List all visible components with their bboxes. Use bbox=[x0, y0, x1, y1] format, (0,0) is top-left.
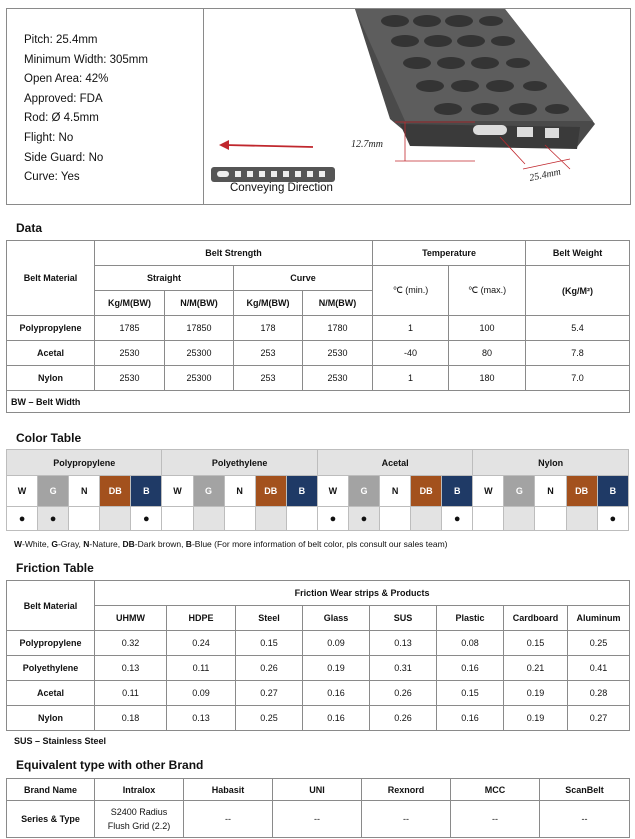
spec-item: Flight: No bbox=[24, 131, 74, 144]
table-row bbox=[7, 316, 630, 341]
color-availability bbox=[100, 507, 131, 531]
cell: 0.19 bbox=[504, 681, 568, 706]
spec-item: Approved: FDA bbox=[24, 92, 103, 105]
color-swatch-db: DB bbox=[411, 476, 442, 507]
row-material: Polypropylene bbox=[7, 316, 95, 341]
equivalent-table bbox=[6, 778, 630, 838]
color-availability bbox=[224, 507, 255, 531]
cell: 2530 bbox=[303, 341, 373, 366]
cell: 2530 bbox=[303, 366, 373, 391]
data-header-straight: Straight bbox=[95, 266, 234, 291]
color-swatch-w: W bbox=[473, 476, 504, 507]
cell: 0.26 bbox=[370, 681, 437, 706]
data-header-curve-nm: N/M(BW) bbox=[303, 291, 373, 316]
data-header-curve: Curve bbox=[234, 266, 373, 291]
cell: 180 bbox=[449, 366, 526, 391]
color-table bbox=[6, 449, 629, 531]
spec-item: Side Guard: No bbox=[24, 151, 104, 164]
cell: 0.15 bbox=[504, 631, 568, 656]
color-swatch-b: B bbox=[597, 476, 628, 507]
cell: 0.11 bbox=[167, 656, 236, 681]
data-title: Data bbox=[16, 221, 43, 235]
row-material: Polyethylene bbox=[7, 656, 95, 681]
spec-item: Minimum Width: 305mm bbox=[24, 53, 148, 66]
equivalent-value: -- bbox=[451, 801, 540, 838]
color-swatch-b: B bbox=[442, 476, 473, 507]
color-availability bbox=[411, 507, 442, 531]
legend-code: B bbox=[185, 539, 192, 549]
friction-col-header: Plastic bbox=[437, 606, 504, 631]
cell: 0.16 bbox=[303, 706, 370, 731]
cell: 2530 bbox=[95, 341, 165, 366]
legend-text: -Gray, bbox=[57, 539, 84, 549]
data-header-temperature: Temperature bbox=[373, 241, 526, 266]
cell: 253 bbox=[234, 366, 303, 391]
color-table-title: Color Table bbox=[16, 431, 82, 445]
color-availability bbox=[255, 507, 286, 531]
cell: 0.25 bbox=[236, 706, 303, 731]
cell: 0.15 bbox=[236, 631, 303, 656]
cell: 0.26 bbox=[370, 706, 437, 731]
cell: 1785 bbox=[95, 316, 165, 341]
equivalent-header: Habasit bbox=[184, 779, 273, 801]
legend-code: W bbox=[14, 539, 23, 549]
cell: 0.41 bbox=[568, 656, 630, 681]
height-dimension-label: 12.7mm bbox=[351, 139, 383, 150]
equivalent-value: -- bbox=[540, 801, 630, 838]
color-swatch-n: N bbox=[69, 476, 100, 507]
cell: 0.15 bbox=[437, 681, 504, 706]
row-material: Acetal bbox=[7, 681, 95, 706]
friction-table-title: Friction Table bbox=[16, 561, 94, 575]
friction-table bbox=[6, 580, 630, 731]
color-availability bbox=[162, 507, 193, 531]
equivalent-header: Brand Name bbox=[7, 779, 95, 801]
color-availability: ● bbox=[317, 507, 348, 531]
cell: 7.8 bbox=[526, 341, 630, 366]
legend-code: DB bbox=[122, 539, 135, 549]
color-swatch-n: N bbox=[380, 476, 411, 507]
spec-list bbox=[24, 31, 148, 188]
data-header-curve-kgm: Kg/M(BW) bbox=[234, 291, 303, 316]
table-row bbox=[7, 681, 630, 706]
cell: 0.19 bbox=[504, 706, 568, 731]
legend-code: N bbox=[83, 539, 90, 549]
data-header-weight-unit: (Kg/M²) bbox=[526, 266, 630, 316]
cell: 1 bbox=[373, 366, 449, 391]
equivalent-header: UNI bbox=[273, 779, 362, 801]
cell: 0.28 bbox=[568, 681, 630, 706]
friction-header-group: Friction Wear strips & Products bbox=[95, 581, 630, 606]
equivalent-header: Intralox bbox=[95, 779, 184, 801]
legend-text: -Nature, bbox=[89, 539, 123, 549]
color-swatch-b: B bbox=[286, 476, 317, 507]
equivalent-header: ScanBelt bbox=[540, 779, 630, 801]
equivalent-value: S2400 Radius Flush Grid (2.2) bbox=[95, 801, 184, 838]
cell: 17850 bbox=[165, 316, 234, 341]
legend-code: G bbox=[51, 539, 58, 549]
cell: 0.11 bbox=[95, 681, 167, 706]
color-legend bbox=[14, 539, 448, 549]
cell: 178 bbox=[234, 316, 303, 341]
equivalent-header: Rexnord bbox=[362, 779, 451, 801]
color-availability bbox=[193, 507, 224, 531]
color-group-header: Polyethylene bbox=[162, 450, 317, 476]
spec-item: Rod: Ø 4.5mm bbox=[24, 112, 99, 125]
cell: 0.16 bbox=[437, 706, 504, 731]
color-availability bbox=[504, 507, 535, 531]
color-availability bbox=[566, 507, 597, 531]
cell: 25300 bbox=[165, 366, 234, 391]
cell: 100 bbox=[449, 316, 526, 341]
friction-col-header: Cardboard bbox=[504, 606, 568, 631]
data-header-belt-strength: Belt Strength bbox=[95, 241, 373, 266]
cell: 0.19 bbox=[303, 656, 370, 681]
color-swatch-db: DB bbox=[100, 476, 131, 507]
color-swatch-b: B bbox=[131, 476, 162, 507]
color-availability: ● bbox=[7, 507, 38, 531]
color-swatch-g: G bbox=[38, 476, 69, 507]
cell: 0.27 bbox=[568, 706, 630, 731]
color-availability: ● bbox=[131, 507, 162, 531]
data-table bbox=[6, 240, 630, 413]
row-material: Acetal bbox=[7, 341, 95, 366]
cell: 2530 bbox=[95, 366, 165, 391]
cell: 0.13 bbox=[370, 631, 437, 656]
friction-col-header: Aluminum bbox=[568, 606, 630, 631]
color-swatch-g: G bbox=[504, 476, 535, 507]
color-swatch-n: N bbox=[535, 476, 566, 507]
data-header-straight-nm: N/M(BW) bbox=[165, 291, 234, 316]
friction-col-header: Steel bbox=[236, 606, 303, 631]
table-row bbox=[7, 341, 630, 366]
cell: 0.26 bbox=[236, 656, 303, 681]
data-header-tmin: ℃ (min.) bbox=[373, 266, 449, 316]
cell: 0.31 bbox=[370, 656, 437, 681]
table-row bbox=[7, 656, 630, 681]
color-swatch-w: W bbox=[7, 476, 38, 507]
color-swatch-n: N bbox=[224, 476, 255, 507]
data-header-tmax: ℃ (max.) bbox=[449, 266, 526, 316]
cell: 253 bbox=[234, 341, 303, 366]
belt-modules-image bbox=[355, 9, 595, 149]
row-material: Polypropylene bbox=[7, 631, 95, 656]
cell: 7.0 bbox=[526, 366, 630, 391]
color-availability bbox=[286, 507, 317, 531]
cell: 1780 bbox=[303, 316, 373, 341]
cell: 0.24 bbox=[167, 631, 236, 656]
friction-header-belt-material: Belt Material bbox=[7, 581, 95, 631]
equivalent-title: Equivalent type with other Brand bbox=[16, 758, 204, 772]
friction-col-header: Glass bbox=[303, 606, 370, 631]
friction-col-header: HDPE bbox=[167, 606, 236, 631]
legend-text: -Dark brown, bbox=[134, 539, 186, 549]
cell: 0.21 bbox=[504, 656, 568, 681]
table-row bbox=[7, 631, 630, 656]
equivalent-header: MCC bbox=[451, 779, 540, 801]
friction-col-header: SUS bbox=[370, 606, 437, 631]
spec-item: Pitch: 25.4mm bbox=[24, 34, 98, 46]
cell: 0.32 bbox=[95, 631, 167, 656]
color-availability bbox=[69, 507, 100, 531]
pitch-dimension-label: 25.4mm bbox=[528, 166, 562, 184]
cell: 0.09 bbox=[303, 631, 370, 656]
data-footnote: BW – Belt Width bbox=[7, 391, 630, 413]
cell: 0.09 bbox=[167, 681, 236, 706]
friction-footnote: SUS – Stainless Steel bbox=[14, 736, 107, 746]
belt-side-view-image bbox=[211, 167, 335, 182]
cell: 1 bbox=[373, 316, 449, 341]
cell: 0.25 bbox=[568, 631, 630, 656]
cell: 0.16 bbox=[303, 681, 370, 706]
cell: 0.13 bbox=[167, 706, 236, 731]
color-group-header: Polypropylene bbox=[7, 450, 162, 476]
row-material: Nylon bbox=[7, 366, 95, 391]
spec-item: Curve: Yes bbox=[24, 171, 80, 184]
color-availability: ● bbox=[348, 507, 379, 531]
conveying-direction-label: Conveying Direction bbox=[230, 182, 333, 194]
color-availability bbox=[473, 507, 504, 531]
conveying-arrow-icon bbox=[219, 140, 313, 150]
data-header-belt-weight: Belt Weight bbox=[526, 241, 630, 266]
spec-item: Open Area: 42% bbox=[24, 73, 109, 86]
cell: 80 bbox=[449, 341, 526, 366]
row-material: Nylon bbox=[7, 706, 95, 731]
friction-col-header: UHMW bbox=[95, 606, 167, 631]
equivalent-value: -- bbox=[362, 801, 451, 838]
color-availability bbox=[380, 507, 411, 531]
data-header-straight-kgm: Kg/M(BW) bbox=[95, 291, 165, 316]
cell: 0.27 bbox=[236, 681, 303, 706]
color-availability: ● bbox=[38, 507, 69, 531]
color-swatch-w: W bbox=[317, 476, 348, 507]
color-group-header: Nylon bbox=[473, 450, 629, 476]
spec-divider bbox=[203, 8, 204, 205]
equivalent-value: -- bbox=[273, 801, 362, 838]
color-availability: ● bbox=[597, 507, 628, 531]
color-availability bbox=[535, 507, 566, 531]
cell: 5.4 bbox=[526, 316, 630, 341]
cell: 25300 bbox=[165, 341, 234, 366]
table-row bbox=[7, 366, 630, 391]
color-availability: ● bbox=[442, 507, 473, 531]
color-group-header: Acetal bbox=[317, 450, 472, 476]
cell: 0.16 bbox=[437, 656, 504, 681]
color-swatch-db: DB bbox=[255, 476, 286, 507]
cell: 0.08 bbox=[437, 631, 504, 656]
data-header-belt-material: Belt Material bbox=[7, 241, 95, 316]
belt-illustration bbox=[205, 9, 628, 203]
cell: 0.18 bbox=[95, 706, 167, 731]
equivalent-value: -- bbox=[184, 801, 273, 838]
cell: 0.13 bbox=[95, 656, 167, 681]
color-swatch-g: G bbox=[348, 476, 379, 507]
equivalent-row-label: Series & Type bbox=[7, 801, 95, 838]
color-swatch-db: DB bbox=[566, 476, 597, 507]
legend-text: -White, bbox=[22, 539, 52, 549]
legend-text: -Blue (For more information of belt color, pls consult our sales team) bbox=[191, 539, 448, 549]
table-row bbox=[7, 706, 630, 731]
color-swatch-g: G bbox=[193, 476, 224, 507]
cell: -40 bbox=[373, 341, 449, 366]
color-swatch-w: W bbox=[162, 476, 193, 507]
